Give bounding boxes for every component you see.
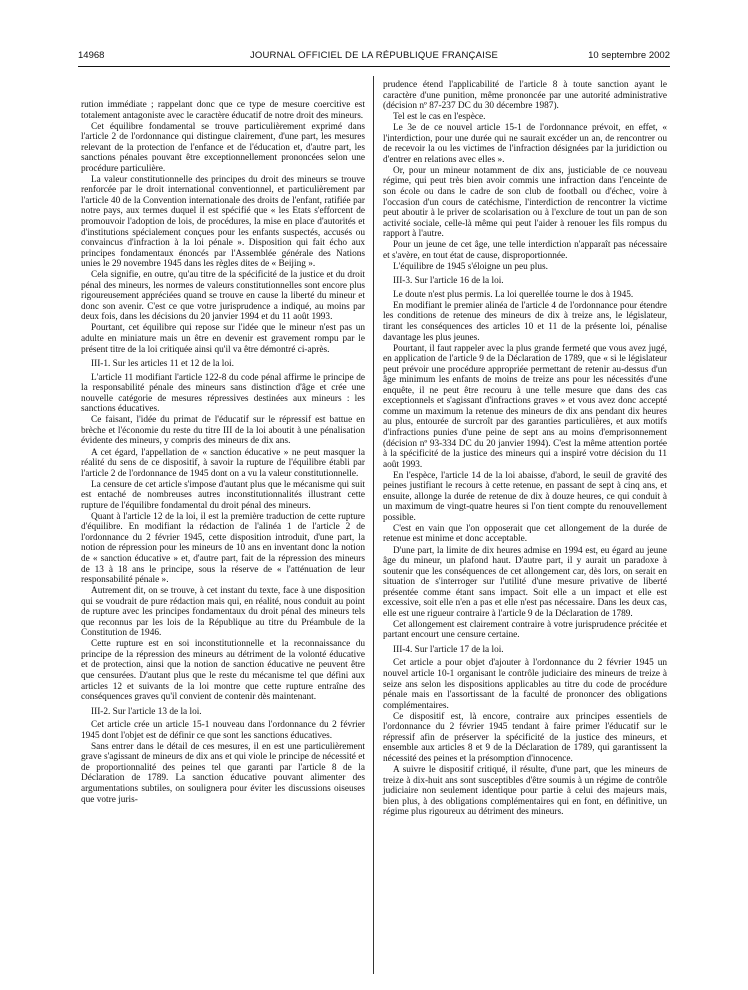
paragraph: Cette rupture est en soi inconstitutionnelle et la reconnaissance du principe de la répression des mineurs au détriment de la volonté éducative et de protection, ainsi que la notion de sanction éducative ne peuvent être que censurées. D'autant plus que le reste du mécanisme tel que défini aux articles 12 et suivants de la loi montre que cette rupture entraîne des conséquences graves qu'il convient de contenir dès maintenant.: [81, 639, 365, 703]
publication-date: 10 septembre 2002: [588, 50, 670, 61]
paragraph: Cet équilibre fondamental se trouve particulièrement exprimé dans l'article 2 de l'ordonnance qui distingue clairement, d'une part, les mesures relevant de la protection de l'enfance et de l'éducation et, d'autre part, les sanctions pénales pouvant être exceptionnellement prononcées selon une procédure particulière.: [81, 121, 365, 174]
paragraph: Sans entrer dans le détail de ces mesures, il en est une particulièrement grave s'agissant de mineurs de dix ans et qui viole le principe de nécessité et de proportionnalité des peines tel que garanti par l'article 8 de la Déclaration de 1789. La sanction éducative pouvant alimenter des argumentations subtiles, on soulignera pour éviter les discussions oiseuses que votre juris-: [81, 741, 365, 805]
paragraph: Tel est le cas en l'espèce.: [393, 112, 486, 123]
paragraph: Cet article crée un article 15-1 nouveau dans l'ordonnance du 2 février 1945 dont l'objet est de définir ce que sont les sanctions éducatives.: [81, 720, 365, 741]
header-rule: [78, 66, 670, 67]
paragraph: Pourtant, cet équilibre qui repose sur l'idée que le mineur n'est pas un adulte en miniature mais un être en devenir est gravement rompu par le présent titre de la loi critiquée ainsi qu'il va être démontré ci-après.: [81, 323, 365, 355]
page-header: [78, 50, 670, 66]
paragraph: Le doute n'est plus permis. La loi querellée tourne le dos à 1945.: [393, 289, 634, 300]
paragraph: Cet article a pour objet d'ajouter à l'ordonnance du 2 février 1945 un nouvel article 10-1 organisant le contrôle judiciaire des mineurs de treize à seize ans selon les dispositions applicables au titre du code de procédure pénale mais en l'assortissant de la faculté de prononcer des obligations complémentaires.: [383, 658, 667, 711]
paragraph: L'article 11 modifiant l'article 122-8 du code pénal affirme le principe de la responsabilité pénale des mineurs sans distinction d'âge et crée une nouvelle catégorie de mesures répressives destinées aux mineurs : les sanctions éducatives.: [81, 372, 365, 415]
section-heading: III-3. Sur l'article 16 de la loi.: [393, 276, 504, 287]
column-divider: [373, 76, 374, 974]
paragraph: prudence étend l'applicabilité de l'article 8 à toute sanction ayant le caractère d'une punition, même prononcée par une autorité administrative (décision nº 87-237 DC du 30 décembre 1987).: [383, 80, 667, 112]
paragraph: A cet égard, l'appellation de « sanction éducative » ne peut masquer la réalité du sens de ce dispositif, à savoir la rupture de l'équilibre établi par l'article 2 de l'ordonnance de 1945 dont on a vu la valeur constitutionnelle.: [81, 447, 365, 479]
paragraph: Pour un jeune de cet âge, une telle interdiction n'apparaît pas nécessaire et s'avère, en tout état de cause, disproportionnée.: [383, 240, 667, 261]
paragraph: Ce faisant, l'idée du primat de l'éducatif sur le répressif est battue en brèche et l'économie du reste du titre III de la loi aboutit à une pénalisation évidente des mineurs, y compris des mineurs de dix ans.: [81, 415, 365, 447]
paragraph: A suivre le dispositif critiqué, il résulte, d'une part, que les mineurs de treize à dix-huit ans sont susceptibles d'être soumis à un régime de contrôle judiciaire non seulement identique pour partie à celui des majeurs mais, bien plus, à des obligations complémentaires qui en font, en définitive, un régime plus rigoureux au détriment des mineurs.: [383, 764, 667, 818]
paragraph: La censure de cet article s'impose d'autant plus que le mécanisme qui suit est entaché de nombreuses autres inconstitutionnalités illustrant cette rupture de l'équilibre fondamental du droit pénal des mineurs.: [81, 479, 365, 511]
paragraph: Cela signifie, en outre, qu'au titre de la spécificité de la justice et du droit pénal des mineurs, les normes de valeurs constitutionnelles sont encore plus rigoureusement appréciées quand se trouve en cause la liberté du mineur et donc son avenir. C'est ce que votre jurisprudence a indiqué, au moins par deux fois, dans les décisions du 20 janvier 1994 et du 11 août 1993.: [81, 270, 365, 323]
paragraph: Ce dispositif est, là encore, contraire aux principes essentiels de l'ordonnance du 2 février 1945 tendant à faire primer l'éducatif sur le répressif afin de préserver la spécificité de la justice des mineurs, et ensemble aux articles 8 et 9 de la Déclaration de 1789, qui garantissent la nécessité des peines et la présomption d'innocence.: [383, 711, 667, 764]
journal-title: JOURNAL OFFICIEL DE LA RÉPUBLIQUE FRANÇAISE: [249, 50, 499, 61]
page-number: 14968: [78, 50, 105, 61]
paragraph: La valeur constitutionnelle des principes du droit des mineurs se trouve renforcée par le droit international conventionnel, et particulièrement par l'article 40 de la Convention internationale des droits de l'enfant, ratifiée par notre pays, aux termes duquel il est spécifié que « les Etats s'efforcent de promouvoir l'adoption de lois, de procédures, la mise en place d'autorités et d'institutions spécialement conçues pour les enfants suspectés, accusés ou convaincus d'infraction à la loi pénale ». Disposition qui fait écho aux principes fondamentaux énoncés par l'Assemblée générale des Nations unies le 29 novembre 1945 dans les règles dites de « Beijing ».: [81, 174, 365, 270]
left-column: [81, 100, 365, 806]
paragraph: D'une part, la limite de dix heures admise en 1994 est, eu égard au jeune âge du mineur, un plafond haut. D'autre part, il y aurait un paradoxe à soutenir que les conséquences de cet allongement car, dès lors, on serait en situation de s'interroger sur l'utilité d'une mesure privative de liberté présentée comme étant sans impact. Soit elle a un impact et elle est excessive, soit elle n'en a pas et elle n'est pas nécessaire. Dans les deux cas, elle est une rigueur contraire à l'article 9 de la Déclaration de 1789.: [383, 545, 667, 619]
paragraph: Cet allongement est clairement contraire à votre jurisprudence précitée et partant encourt une censure certaine.: [383, 619, 667, 641]
paragraph: Autrement dit, on se trouve, à cet instant du texte, face à une disposition qui se voudrait de pure rédaction mais qui, en réalité, nous conduit au point de rupture avec les principes fondamentaux du droit pénal des mineurs tels que reconnus par les lois de la République au titre du Préambule de la Constitution de 1946.: [81, 586, 365, 639]
paragraph: Le 3e de ce nouvel article 15-1 de l'ordonnance prévoit, en effet, « l'interdiction, pour une durée qui ne saurait excéder un an, de rencontrer ou de recevoir la ou les victimes de l'infraction désignées par la juridiction ou d'entrer en relations avec elles ».: [383, 123, 667, 165]
right-column: [383, 80, 667, 818]
section-heading: III-4. Sur l'article 17 de la loi.: [393, 644, 504, 655]
section-heading: III-1. Sur les articles 11 et 12 de la loi.: [91, 359, 234, 370]
paragraph: En l'espèce, l'article 14 de la loi abaisse, d'abord, le seuil de gravité des peines justifiant le recours à cette retenue, en passant de sept à cinq ans, et ensuite, allonge la durée de retenue de dix à douze heures, ce qui conduit à un maximum de vingt-quatre heures si l'on tient compte du renouvellement possible.: [383, 470, 667, 523]
paragraph: rution immédiate ; rappelant donc que ce type de mesure coercitive est totalement antagoniste avec le caractère éducatif de notre droit des mineurs.: [81, 100, 365, 121]
section-heading: III-2. Sur l'article 13 de la loi.: [91, 706, 202, 717]
paragraph: Quant à l'article 12 de la loi, il est la première traduction de cette rupture d'équilibre. En modifiant la rédaction de l'alinéa 1 de l'article 2 de l'ordonnance du 2 février 1945, cette disposition introduit, d'une part, la notion de répression pour les mineurs de 10 ans en inventant donc la notion de « sanction éducative » et, d'autre part, fait de la répression des mineurs de 13 à 18 ans le principe, sous la réserve de « l'atténuation de leur responsabilité pénale ».: [81, 511, 365, 586]
paragraph: Or, pour un mineur notamment de dix ans, justiciable de ce nouveau régime, qui peut très bien avoir commis une infraction dans l'enceinte de son école ou dans le cadre de son club de football ou d'échec, voire à l'occasion d'un cours de catéchisme, l'interdiction de rencontrer la victime peut aboutir à le priver de scolarisation ou à l'exclure de tout un pan de son activité sociale, celle-là même qui peut l'aider à renouer les fils rompus du rapport à l'autre.: [383, 165, 667, 240]
paragraph: Pourtant, il faut rappeler avec la plus grande fermeté que vous avez jugé, en application de l'article 9 de la Déclaration de 1789, que « si le législateur peut prévoir une procédure appropriée permettant de retenir au-dessus d'un âge minimum les enfants de moins de treize ans pour les nécessités d'une enquête, il ne peut être recouru à une telle mesure que dans des cas exceptionnels et s'agissant d'infractions graves » et vous avez donc accepté comme un maximum la retenue des mineurs de dix ans pendant dix heures au plus, entourée de surcroît par des garanties particulières, et aux motifs d'infractions punies d'une peine de sept ans au moins d'emprisonnement (décision nº 93-334 DC du 20 janvier 1994). C'est la même attention portée à la spécificité de la justice des mineurs qui a inspiré votre décision du 11 août 1993.: [383, 343, 667, 470]
paragraph: En modifiant le premier alinéa de l'article 4 de l'ordonnance pour étendre les conditions de retenue des mineurs de dix à treize ans, le législateur, tirant les conséquences des articles 10 et 11 de la présente loi, pénalise davantage les plus jeunes.: [383, 300, 667, 343]
paragraph: L'équilibre de 1945 s'éloigne un peu plus.: [393, 261, 548, 272]
paragraph: C'est en vain que l'on opposerait que cet allongement de la durée de retenue est minime et donc acceptable.: [383, 523, 667, 545]
